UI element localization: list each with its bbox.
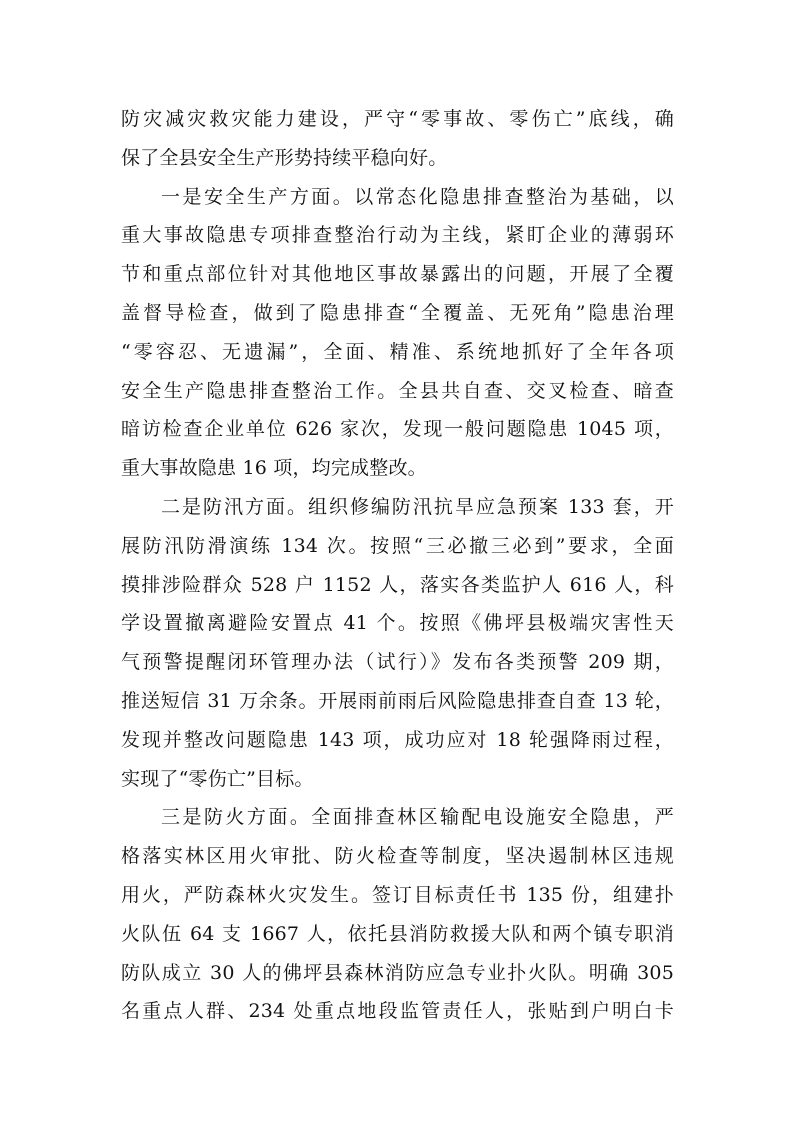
text-line: 摸排涉险群众 528 户 1152 人，落实各类监护人 616 人，科 bbox=[121, 573, 674, 596]
text-line: 发现并整改问题隐患 143 项，成功应对 18 轮强降雨过程， bbox=[121, 728, 674, 751]
text-line: 展防汛防滑演练 134 次。按照“三必撤三必到”要求，全面 bbox=[121, 534, 674, 557]
text-line: 重大事故隐患专项排查整治行动为主线，紧盯企业的薄弱环 bbox=[121, 224, 674, 247]
text-line: 保了全县安全生产形势持续平稳向好。 bbox=[121, 146, 448, 169]
paragraph-first-line: 三是防火方面。全面排查林区输配电设施安全隐患，严 bbox=[161, 806, 674, 829]
text-line: 重大事故隐患 16 项，均完成整改。 bbox=[121, 457, 427, 480]
text-line: 用火，严防森林火灾发生。签订目标责任书 135 份，组建扑 bbox=[121, 883, 674, 906]
text-line: 气预警提醒闭环管理办法（试行）》发布各类预警 209 期， bbox=[121, 651, 674, 674]
paragraph-first-line: 一是安全生产方面。以常态化隐患排查整治为基础，以 bbox=[161, 185, 674, 208]
text-line: 实现了“零伤亡”目标。 bbox=[121, 767, 314, 790]
text-line: 学设置撤离避险安置点 41 个。按照《佛坪县极端灾害性天 bbox=[121, 612, 674, 635]
text-line: 暗访检查企业单位 626 家次，发现一般问题隐患 1045 项， bbox=[121, 418, 674, 441]
document-body bbox=[121, 100, 674, 1031]
text-line: 火队伍 64 支 1667 人，依托县消防救援大队和两个镇专职消 bbox=[121, 922, 674, 945]
text-line: 推送短信 31 万余条。开展雨前雨后风险隐患排查自查 13 轮， bbox=[121, 689, 674, 712]
text-line: “零容忍、无遗漏”，全面、精准、系统地抓好了全年各项 bbox=[121, 340, 674, 363]
text-line: 防灾减灾救灾能力建设，严守“零事故、零伤亡”底线，确 bbox=[121, 108, 674, 130]
text-line: 名重点人群、234 处重点地段监管责任人，张贴到户明白卡 bbox=[121, 1000, 674, 1023]
text-line: 节和重点部位针对其他地区事故暴露出的问题，开展了全覆 bbox=[121, 263, 674, 286]
text-line: 格落实林区用火审批、防火检查等制度，坚决遏制林区违规 bbox=[121, 845, 674, 868]
text-line: 防队成立 30 人的佛坪县森林消防应急专业扑火队。明确 305 bbox=[121, 961, 674, 984]
text-line: 盖督导检查，做到了隐患排查“全覆盖、无死角”隐患治理 bbox=[121, 301, 674, 324]
paragraph-first-line: 二是防汛方面。组织修编防汛抗旱应急预案 133 套，开 bbox=[161, 495, 674, 518]
text-line: 安全生产隐患排查整治工作。全县共自查、交叉检查、暗查 bbox=[121, 379, 674, 402]
